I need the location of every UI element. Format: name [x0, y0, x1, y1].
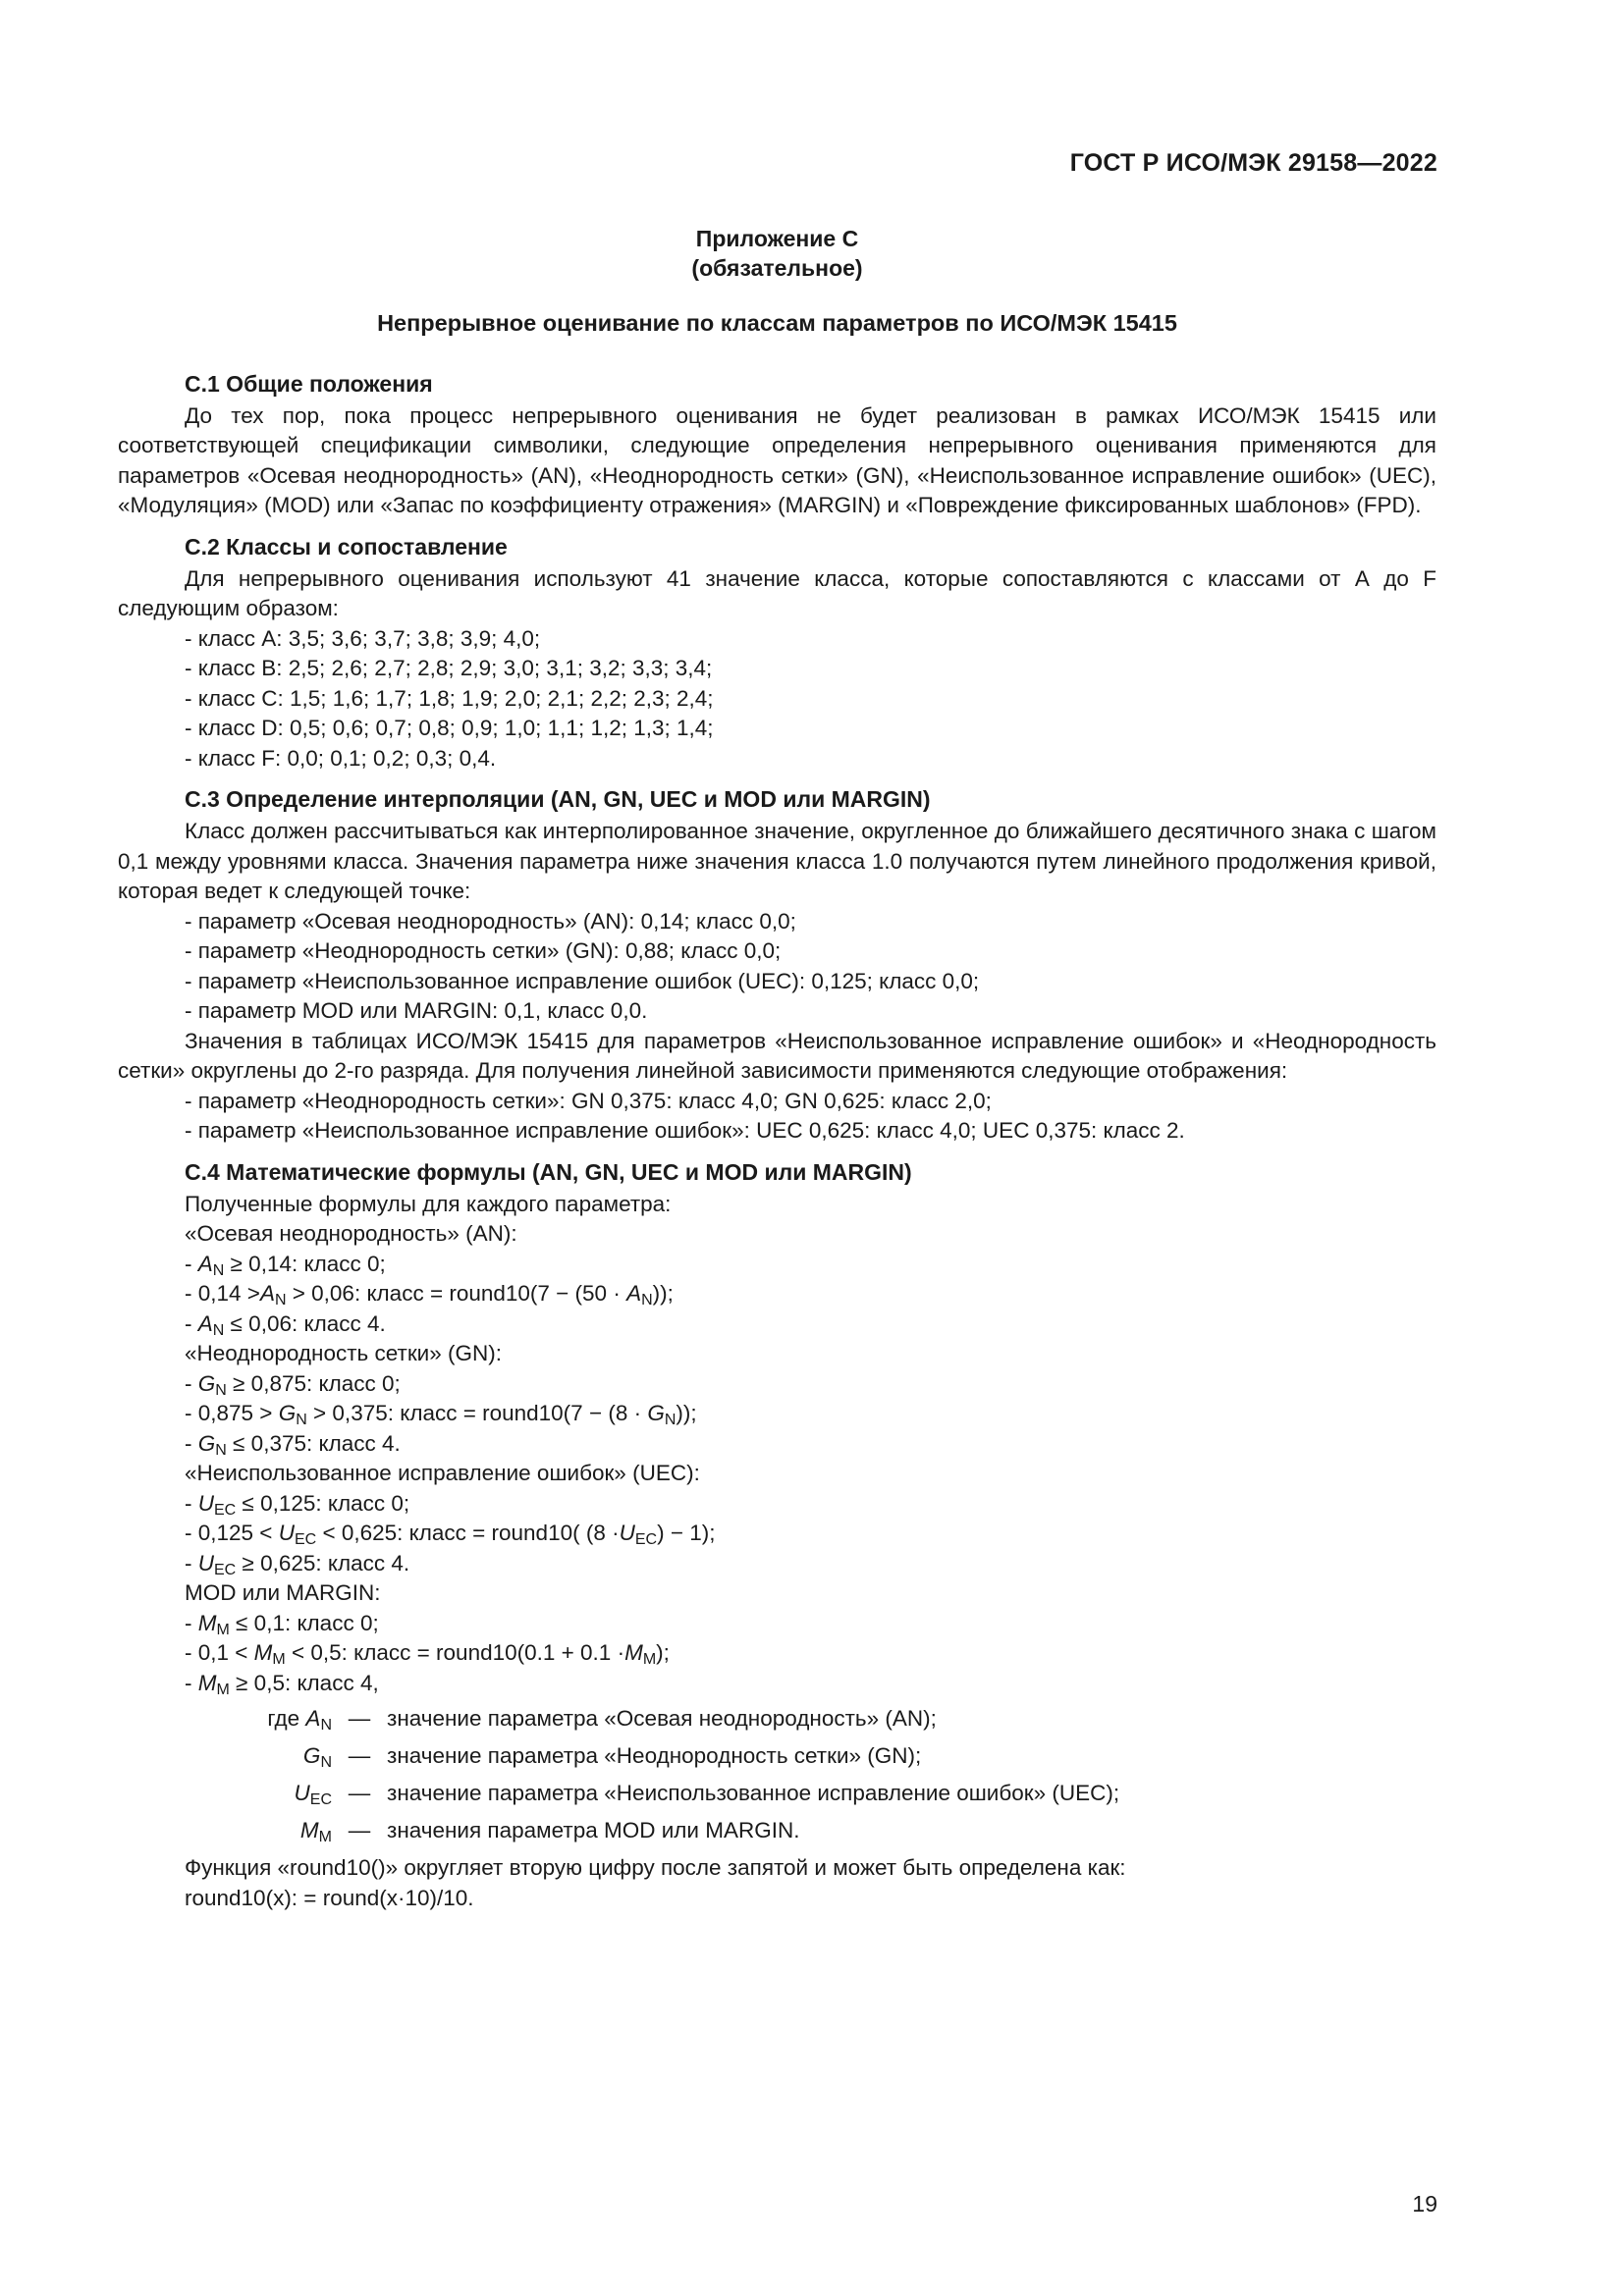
interpolation-list-item: - параметр «Неоднородность сетки» (GN): 0,88; класс 0,0; [185, 938, 782, 963]
round10-description: Функция «round10()» округляет вторую цифру после запятой и может быть определена как: [185, 1855, 1126, 1880]
legend-dash: — [348, 1818, 371, 1842]
formula-gn-2: - $0,875 > G_N > 0,375$: класс = round10(7 − $(8 \cdot G_N)$); [185, 1401, 697, 1428]
section-c3-paragraph-1: Класс должен рассчитываться как интерполированное значение, округленное до ближайшего десятичного знака с шагом 0,1 между уровнями класса. Значения параметра ниже значения класса 1.0 получаются путем линейного продолжения кривой, которая ведет к следующей точке: [118, 819, 1436, 903]
legend-text: значение параметра «Неиспользованное исправление ошибок» (UEC); [387, 1781, 1120, 1805]
formula-gn-1: - $G_N \ge 0,875$: класс 0; [185, 1370, 401, 1399]
formula-gn-3: - $G_N \le 0,375$: класс 4. [185, 1430, 401, 1459]
legend-symbol: $G_N$ [302, 1743, 332, 1771]
legend-dash: — [348, 1781, 371, 1805]
formulas-intro: Полученные формулы для каждого параметра: [185, 1191, 672, 1216]
document-code: ГОСТ Р ИСО/МЭК 29158—2022 [1069, 149, 1437, 177]
legend-symbol: где $A_N$ [267, 1706, 332, 1734]
uec-label: «Неиспользованное исправление ошибок» (UEC): [185, 1461, 700, 1485]
gn-label: «Неоднородность сетки» (GN): [185, 1341, 502, 1365]
formula-uec-3: - $U_{EC} \ge 0,625$: класс 4. [185, 1550, 410, 1578]
section-c3-heading: С.3 Определение интерполяции (AN, GN, UEC и MOD или MARGIN) [185, 786, 931, 812]
class-list-item: - класс F: 0,0; 0,1; 0,2; 0,3; 0,4. [185, 745, 497, 771]
class-list-item: - класс D: 0,5; 0,6; 0,7; 0,8; 0,9; 1,0; 1,1; 1,2; 1,3; 1,4; [185, 716, 714, 740]
mapping-list-item: - параметр «Неоднородность сетки»: GN 0,375: класс 4,0; GN 0,625: класс 2,0; [185, 1088, 992, 1113]
section-c3-paragraph-2: Значения в таблицах ИСО/МЭК 15415 для параметров «Неиспользованное исправление ошибок» и «Неоднородность сетки» округлены до 2-го разряда. Для получения линейной зависимости применяются следующие отображения: [118, 1028, 1436, 1083]
formula-an-2: - $0,14 >A_N > 0,06$: класс = round10(7 − $(50 \cdot A_N)$); [185, 1281, 674, 1308]
class-list-item: - класс В: 2,5; 2,6; 2,7; 2,8; 2,9; 3,0; 3,1; 3,2; 3,3; 3,4; [185, 656, 713, 680]
legend-text: значения параметра MOD или MARGIN. [387, 1818, 800, 1842]
section-c1-paragraph: До тех пор, пока процесс непрерывного оценивания не будет реализован в рамках ИСО/МЭК 15415 или соответствующей спецификации символики, следующие определения непрерывного оценивания применяются для параметров «Осевая неоднородность» (AN), «Неоднородность сетки» (GN), «Неиспользованное исправление ошибок» (UEC), «Модуляция» (MOD) или «Запас по коэффициенту отражения» (MARGIN) и «Повреждение фиксированных шаблонов» (FPD). [118, 402, 1436, 517]
legend-text: значение параметра «Неоднородность сетки» (GN); [387, 1743, 922, 1768]
formula-uec-1: - $U_{EC} \le 0,125$: класс 0; [185, 1490, 410, 1519]
annex-heading: Непрерывное оценивание по классам параметров по ИСО/МЭК 15415 [377, 310, 1177, 336]
legend-dash: — [348, 1743, 371, 1768]
section-c2-paragraph: Для непрерывного оценивания используют 41 значение класса, которые сопоставляются с классами от А до F следующим образом: [118, 565, 1436, 620]
class-list-item: - класс С: 1,5; 1,6; 1,7; 1,8; 1,9; 2,0; 2,1; 2,2; 2,3; 2,4; [185, 685, 714, 711]
legend-symbol: $U_{EC}$ [294, 1781, 332, 1808]
interpolation-list-item: - параметр «Осевая неоднородность» (AN): 0,14; класс 0,0; [185, 908, 796, 934]
annex-title: Приложение С [695, 226, 859, 251]
formula-mod-3: - $M_M \ge 0,5$: класс 4, [185, 1670, 379, 1698]
interpolation-list-item: - параметр MOD или MARGIN: 0,1, класс 0,0. [185, 998, 648, 1023]
an-label: «Осевая неоднородность» (AN): [185, 1221, 517, 1246]
section-c4-heading: С.4 Математические формулы (AN, GN, UEC и MOD или MARGIN) [185, 1158, 912, 1185]
formula-uec-2: - $0,125 < U_{EC} < 0,625$: класс = round10( $(8 \cdot U_{EC}) - 1$); [185, 1521, 716, 1548]
legend-row [118, 1741, 1436, 1779]
section-c1-heading: С.1 Общие положения [185, 370, 433, 397]
symbol-legend [118, 1704, 1436, 1853]
round10-definition: round10(x): = round(x·10)/10. [185, 1885, 474, 1910]
legend-row [118, 1704, 1436, 1741]
formula-mod-1: - $M_M \le 0,1$: класс 0; [185, 1610, 379, 1638]
page-number: 19 [1412, 2191, 1437, 2216]
mapping-list-item: - параметр «Неиспользованное исправление ошибок»: UEC 0,625: класс 4,0; UEC 0,375: класс 2. [185, 1118, 1185, 1143]
formula-an-1: - $A_N \ge 0,14$: класс 0; [185, 1251, 386, 1279]
section-c2-heading: С.2 Классы и сопоставление [185, 533, 508, 560]
page-content [118, 224, 1436, 1913]
legend-text: значение параметра «Осевая неоднородность» (AN); [387, 1706, 937, 1731]
class-list-item: - класс А: 3,5; 3,6; 3,7; 3,8; 3,9; 4,0; [185, 625, 541, 651]
formula-mod-2: - $0,1 < M_M < 0,5$: класс = round10(0.1 + $0.1 \cdot M_M$); [185, 1640, 670, 1668]
legend-symbol: $M_M$ [299, 1818, 332, 1845]
annex-type: (обязательное) [691, 255, 863, 281]
legend-row [118, 1779, 1436, 1816]
mod-label: MOD или MARGIN: [185, 1580, 381, 1605]
legend-dash: — [348, 1706, 371, 1731]
formula-an-3: - $A_N \le 0,06$: класс 4. [185, 1310, 386, 1339]
interpolation-list-item: - параметр «Неиспользованное исправление ошибок (UEC): 0,125; класс 0,0; [185, 968, 980, 993]
legend-row [118, 1816, 1436, 1853]
